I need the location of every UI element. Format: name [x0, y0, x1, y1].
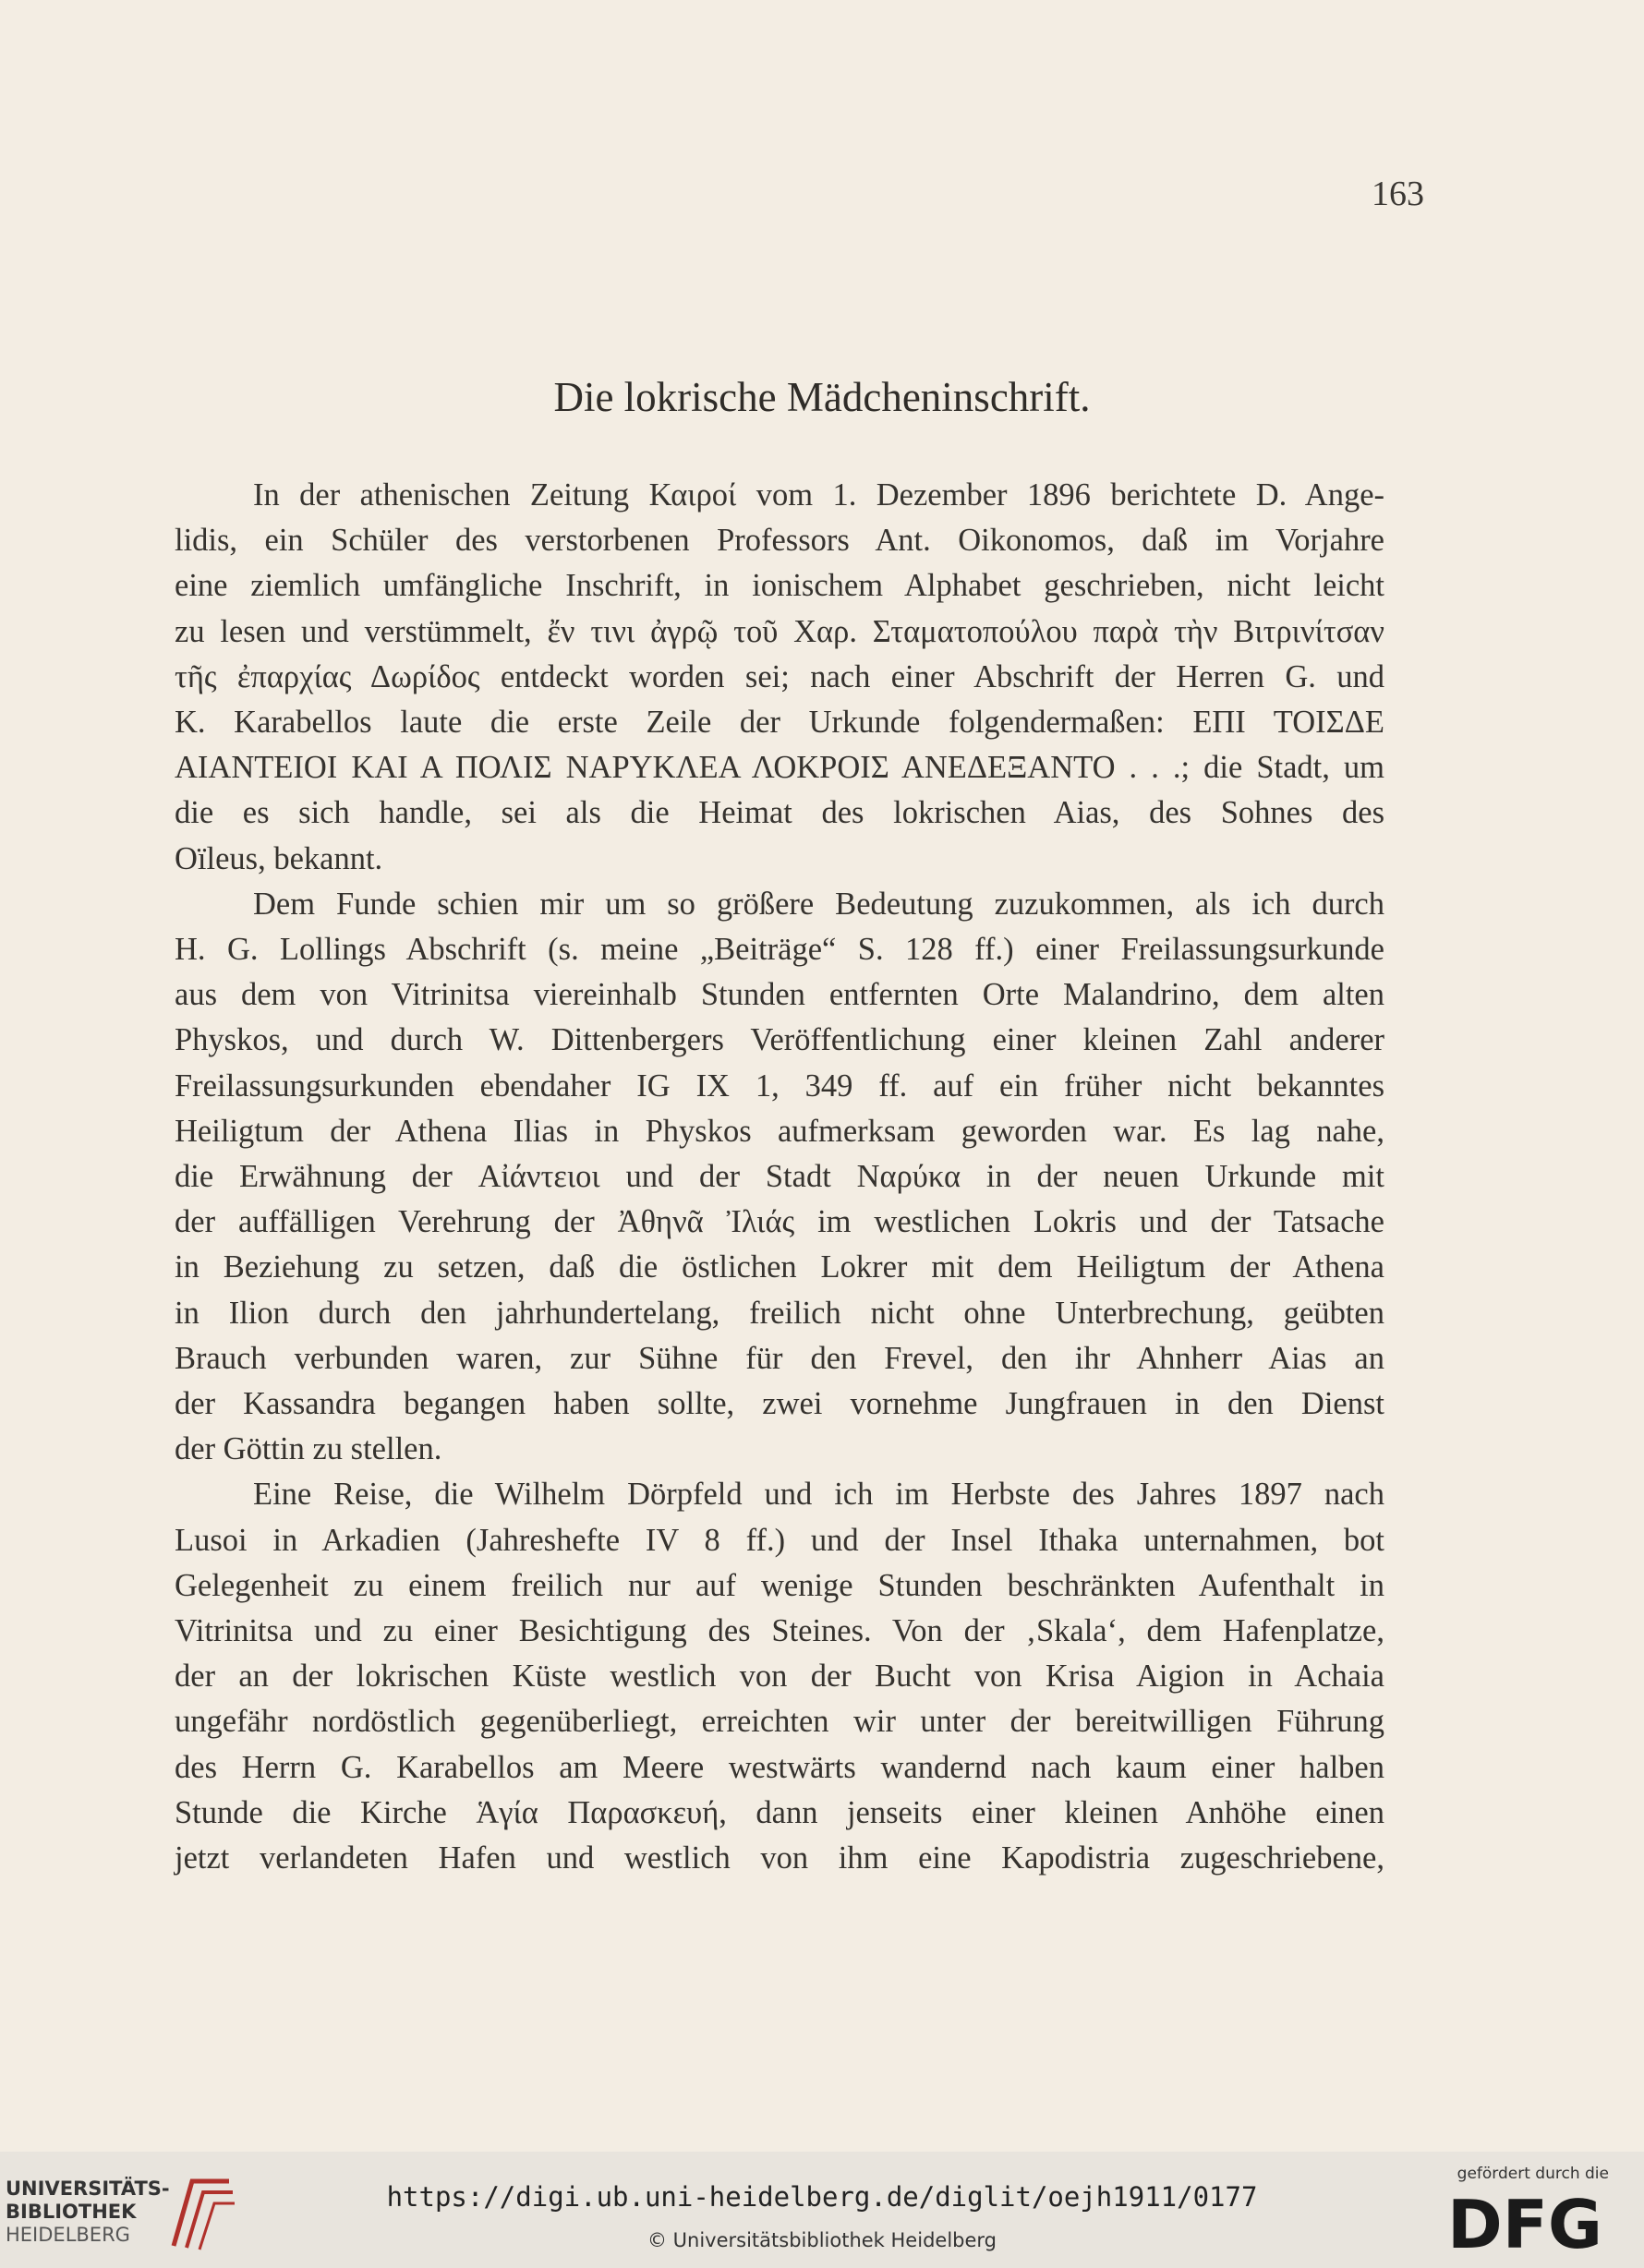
- text-line: der an der lokrischen Küste westlich von der Bucht von Krisa Aigion in Achaia: [175, 1659, 1384, 1695]
- text-line: Stunde die Kirche Ἁγία Παρασκευή, dann jenseits einer kleinen Anhöhe einen: [175, 1794, 1384, 1830]
- text-line: Dem Funde schien mir um so größere Bedeutung zuzukommen, als ich durch: [253, 886, 1384, 922]
- text-line: Heiligtum der Athena Ilias in Physkos aufmerksam geworden war. Es lag nahe,: [175, 1113, 1384, 1149]
- text-line: die Erwähnung der Αἰάντειοι und der Stadt Ναρύκα in der neuen Urkunde mit: [175, 1159, 1384, 1195]
- dfg-logo-icon[interactable]: [1437, 2190, 1613, 2255]
- library-name-line: BIBLIOTHEK: [6, 2201, 137, 2223]
- footer-bar: [0, 2152, 1644, 2268]
- text-line: Brauch verbunden waren, zur Sühne für den Frevel, den ihr Ahnherr Aias an: [175, 1340, 1384, 1376]
- text-line: Lusoi in Arkadien (Jahreshefte IV 8 ff.) und der Insel Ithaka unternahmen, bot: [175, 1522, 1384, 1558]
- text-line: jetzt verlandeten Hafen und westlich von ihm eine Kapodistria zugeschriebene,: [175, 1840, 1384, 1876]
- text-line: In der athenischen Zeitung Καιροί vom 1. Dezember 1896 berichtete D. Ange-: [253, 477, 1384, 513]
- text-line: Gelegenheit zu einem freilich nur auf wenige Stunden beschränkten Aufenthalt in: [175, 1567, 1384, 1603]
- text-line: τῆς ἐπαρχίας Δωρίδος entdeckt worden sei; nach einer Abschrift der Herren G. und: [175, 658, 1384, 694]
- text-line: in Beziehung zu setzen, daß die östlichen Lokrer mit dem Heiligtum der Athena: [175, 1249, 1384, 1285]
- library-name-line: UNIVERSITÄTS-: [6, 2178, 170, 2200]
- page-number: 163: [1372, 175, 1424, 213]
- text-line: Eine Reise, die Wilhelm Dörpfeld und ich im Herbste des Jahres 1897 nach: [253, 1477, 1384, 1513]
- paragraph-2: [175, 882, 1384, 1473]
- text-line: ungefähr nordöstlich gegenüberliegt, erreichten wir unter der bereitwilligen Führung: [175, 1704, 1384, 1740]
- text-line: K. Karabellos laute die erste Zeile der Urkunde folgendermaßen: ΕΠΙ ΤΟΙΣΔΕ: [175, 705, 1384, 741]
- text-line: lidis, ein Schüler des verstorbenen Professors Ant. Oikonomos, daß im Vorjahre: [175, 523, 1384, 559]
- source-url-link[interactable]: https://digi.ub.uni-heidelberg.de/diglit/oejh1911/0177: [386, 2181, 1258, 2213]
- text-line: ΑΙΑΝΤΕΙΟΙ ΚΑΙ Α ΠΟΛΙΣ ΝΑΡΥΚΛΕΑ ΛΟΚΡΟΙΣ ΑΝΕΔΕΞΑΝΤΟ . . .; die Stadt, um: [175, 750, 1384, 786]
- text-line: Physkos, und durch W. Dittenbergers Veröffentlichung einer kleinen Zahl anderer: [175, 1022, 1384, 1058]
- dfg-logo-text: DFG: [1446, 2190, 1603, 2255]
- body-text: [175, 473, 1384, 1881]
- page-title: Die lokrische Mädcheninschrift.: [553, 374, 1091, 420]
- text-line: der Kassandra begangen haben sollte, zwei vornehme Jungfrauen in den Dienst: [175, 1386, 1384, 1422]
- paragraph-3: [175, 1472, 1384, 1881]
- text-line: der Göttin zu stellen.: [175, 1431, 442, 1467]
- text-line: zu lesen und verstümmelt, ἔν τινι ἀγρῷ τοῦ Χαρ. Σταματοπούλου παρὰ τὴν Βιτρινίτσαν: [175, 613, 1384, 649]
- text-line: die es sich handle, sei als die Heimat des lokrischen Aias, des Sohnes des: [175, 795, 1384, 831]
- text-line: Oïleus, bekannt.: [175, 840, 383, 876]
- text-line: eine ziemlich umfängliche Inschrift, in ionischem Alphabet geschrieben, nicht leicht: [175, 568, 1384, 604]
- text-line: Vitrinitsa und zu einer Besichtigung des Steines. Von der ‚Skala‘, dem Hafenplatze,: [175, 1613, 1384, 1649]
- text-line: Freilassungsurkunden ebendaher IG IX 1, 349 ff. auf ein früher nicht bekanntes: [175, 1068, 1384, 1104]
- text-line: in Ilion durch den jahrhundertelang, freilich nicht ohne Unterbrechung, geübten: [175, 1295, 1384, 1331]
- funding-note: gefördert durch die: [1457, 2165, 1609, 2183]
- text-line: der auffälligen Verehrung der Ἀθηνᾶ Ἰλιάς im westlichen Lokris und der Tatsache: [175, 1204, 1384, 1240]
- copyright-text: © Universitätsbibliothek Heidelberg: [647, 2229, 997, 2251]
- paragraph-1: [175, 473, 1384, 882]
- text-line: aus dem von Vitrinitsa viereinhalb Stunden entfernten Orte Malandrino, dem alten: [175, 977, 1384, 1013]
- library-name-line: HEIDELBERG: [6, 2224, 130, 2246]
- text-line: H. G. Lollings Abschrift (s. meine „Beiträge“ S. 128 ff.) einer Freilassungsurkunde: [175, 932, 1384, 968]
- text-line: des Herrn G. Karabellos am Meere westwärts wandernd nach kaum einer halben: [175, 1749, 1384, 1785]
